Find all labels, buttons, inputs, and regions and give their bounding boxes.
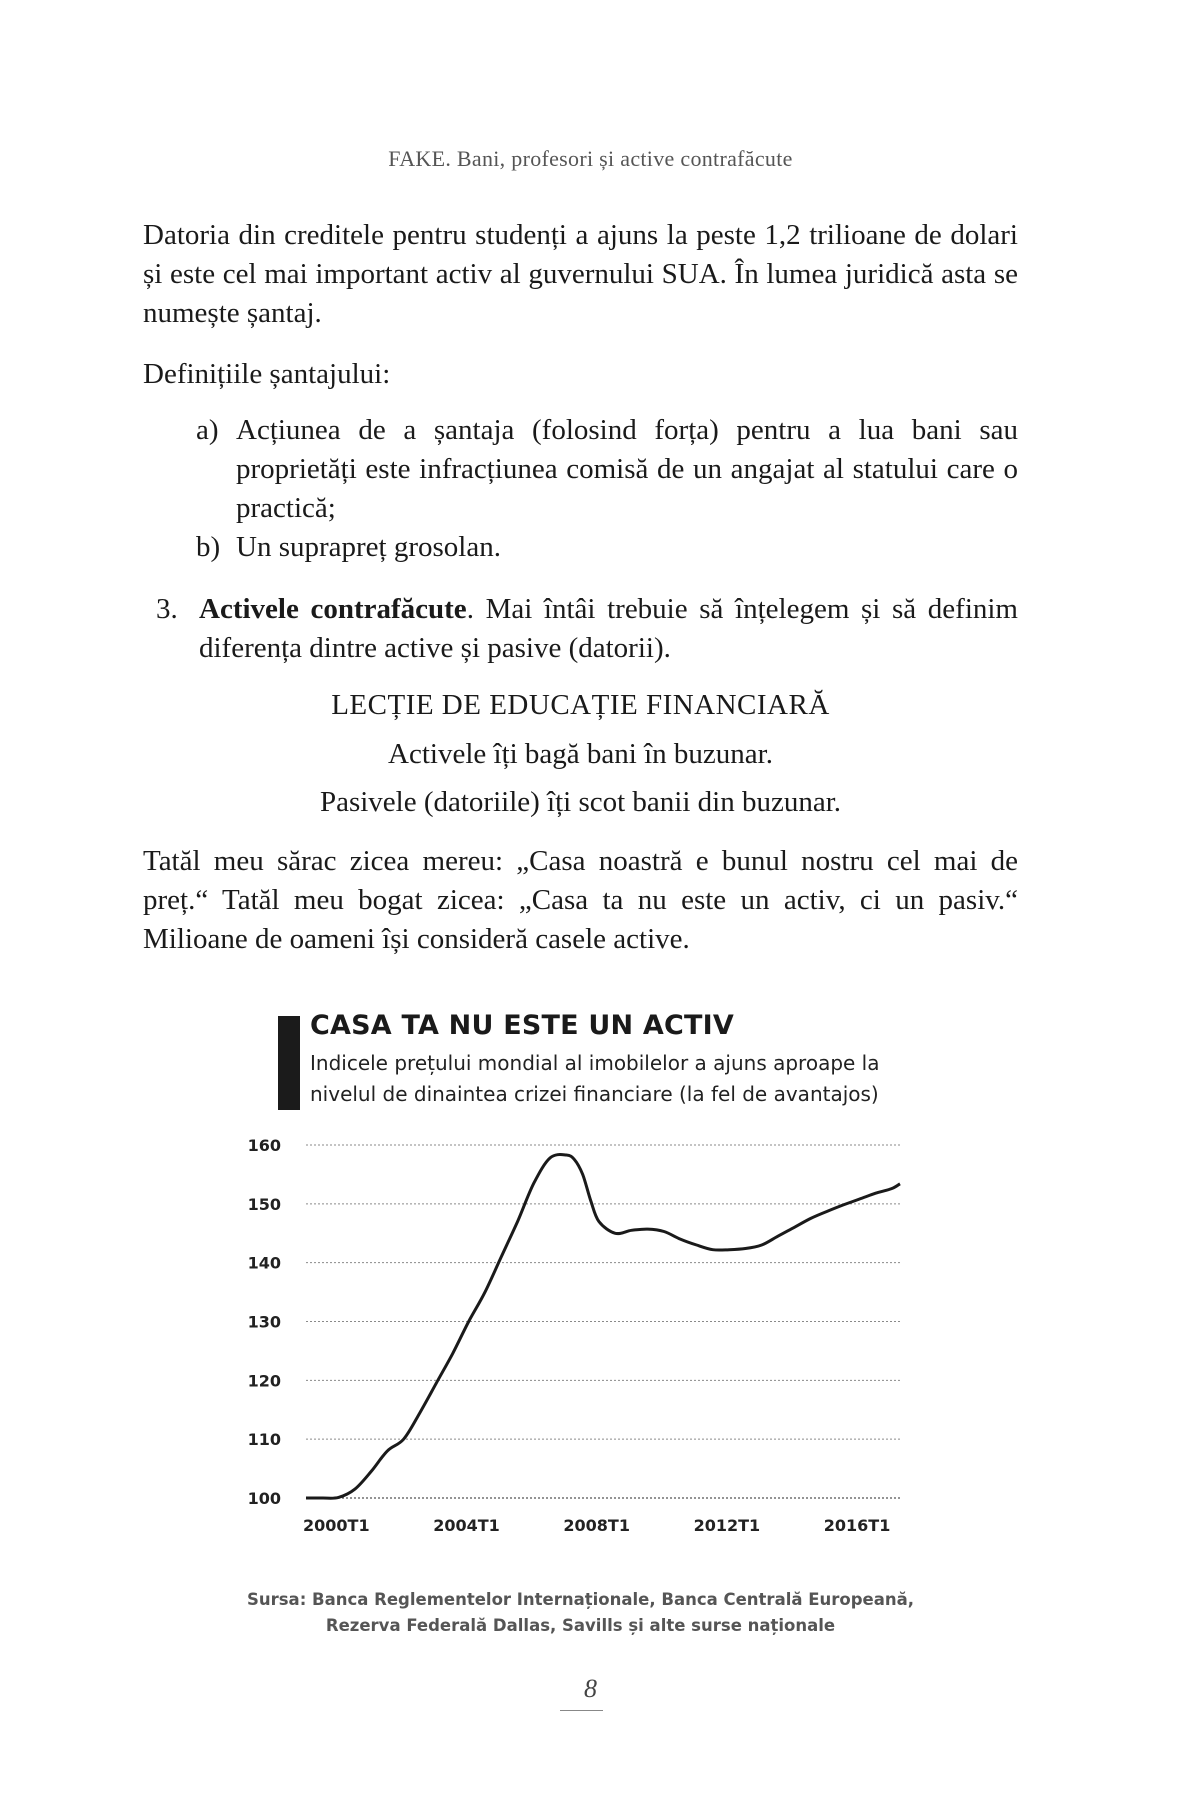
definition-item-a (196, 411, 1018, 528)
chart-gridlines (306, 1145, 900, 1498)
paragraph-definitions-intro: Definițiile șantajului: (143, 358, 391, 390)
chart-series (306, 1155, 900, 1499)
list-marker: b) (196, 531, 221, 563)
numbered-item-3 (156, 590, 1018, 668)
x-tick-label: 2000T1 (303, 1516, 370, 1535)
y-tick-label: 150 (247, 1194, 281, 1214)
x-tick-label: 2008T1 (563, 1516, 630, 1535)
y-tick-label: 130 (247, 1312, 281, 1332)
running-head: FAKE. Bani, profesori și active contrafăcute (388, 146, 793, 171)
y-tick-label: 110 (247, 1430, 281, 1450)
chart-y-ticks (248, 1136, 281, 1508)
list-marker: 3. (156, 593, 178, 625)
lesson-title: LECȚIE DE EDUCAȚIE FINANCIARĂ (331, 689, 830, 721)
lesson-line-liabilities: Pasivele (datoriile) îți scot banii din buzunar. (319, 786, 842, 818)
x-tick-label: 2012T1 (693, 1516, 761, 1535)
definition-item-b (196, 528, 1018, 567)
list-marker: a) (196, 414, 219, 446)
y-tick-label: 160 (247, 1136, 281, 1155)
chart-title: CASA TA NU ESTE UN ACTIV (310, 1010, 734, 1041)
chart-source-line: Rezerva Federală Dallas, Savills și alte surse naționale (325, 1616, 836, 1635)
lesson-line-assets: Activele îți bagă bani în buzunar. (388, 738, 773, 770)
x-tick-label: 2004T1 (433, 1516, 500, 1535)
numbered-item-heading: Activele contrafăcute (199, 593, 467, 625)
chart-source-line: Sursa: Banca Reglementelor Internaționale, Banca Centrală Europeană, (246, 1590, 915, 1609)
definition-text: Un suprapreț grosolan. (236, 531, 501, 563)
y-tick-label: 120 (247, 1371, 281, 1391)
chart-subtitle-line: nivelul de dinaintea crizei financiare (la fel de avantajos) (310, 1082, 879, 1106)
numbered-item-body: . Mai întâi trebuie să înțelegem și să definim diferența dintre active și pasive (datorii). (199, 593, 1018, 664)
chart-subtitle-line: Indicele prețului mondial al imobilelor a ajuns aproape la (310, 1051, 880, 1075)
series-line (306, 1155, 900, 1499)
definition-text: Acțiunea de a șantaja (folosind forța) pentru a lua bani sau proprietăți este infracțiunea comisă de un angajat al statului care o practică; (236, 414, 1018, 524)
x-tick-label: 2016T1 (823, 1516, 891, 1535)
page-number: 8 (584, 1674, 597, 1703)
y-tick-label: 100 (247, 1489, 281, 1508)
chart-title-bar (278, 1016, 300, 1110)
y-tick-label: 140 (247, 1253, 281, 1273)
paragraph-poor-rich-dad: Tatăl meu sărac zicea mereu: „Casa noastră e bunul nostru cel mai de preț.“ Tatăl meu bogat zicea: „Casa ta nu este un activ, ci un pasiv.“ Milioane de oameni își consideră casele active. (143, 845, 1018, 955)
paragraph-student-debt: Datoria din creditele pentru studenți a ajuns la peste 1,2 trilioane de dolari și este cel mai important activ al guvernului SUA. În lumea juridică asta se numește șantaj. (143, 219, 1018, 329)
page-number-rule (560, 1710, 603, 1711)
chart-x-ticks (303, 1516, 890, 1535)
numbered-item-text (199, 590, 1018, 668)
